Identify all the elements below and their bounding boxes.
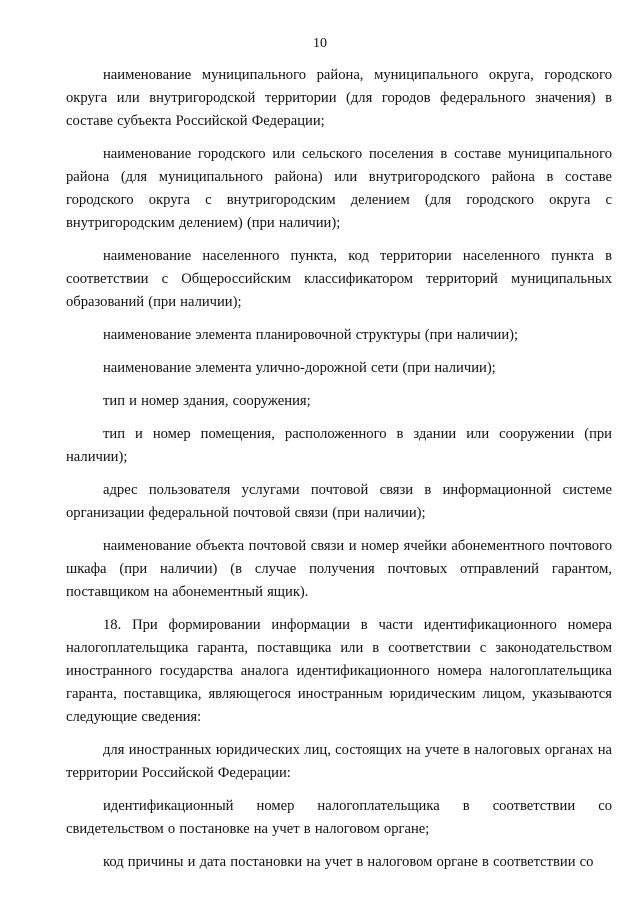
- paragraph-planning-element: наименование элемента планировочной структуры (при наличии);: [103, 327, 519, 343]
- paragraph-road-network-element: наименование элемента улично-дорожной сети (при наличии);: [103, 360, 496, 376]
- paragraph-taxpayer-number: идентификационный номер налогоплательщика в соответствии со свидетельством о постановке на учет в налоговом органе;: [66, 798, 612, 837]
- paragraph-building: тип и номер здания, сооружения;: [103, 393, 311, 409]
- paragraph-post-office-box: наименование объекта почтовой связи и номер ячейки абонементного почтового шкафа (при наличии) (в случае получения почтовых отправлений гарантом, поставщиком на абонементный ящик).: [66, 538, 612, 600]
- paragraph-premises: тип и номер помещения, расположенного в здании или сооружении (при наличии);: [66, 426, 612, 465]
- paragraph-settlement: наименование городского или сельского поселения в составе муниципального района (для муниципального района) или внутригородского района в составе городского округа с внутригородским делением (для городского округа с внутригородским делением) (при наличии);: [66, 146, 612, 231]
- paragraph-foreign-entities: для иностранных юридических лиц, состоящих на учете в налоговых органах на территории Российской Федерации:: [66, 742, 612, 781]
- paragraph-registration-code: код причины и дата постановки на учет в налоговом органе в соответствии со: [103, 854, 594, 870]
- page-number: 10: [313, 36, 327, 51]
- document-body: [66, 64, 612, 884]
- paragraph-locality: наименование населенного пункта, код территории населенного пункта в соответствии с Общероссийским классификатором территорий муниципальных образований (при наличии);: [66, 248, 612, 310]
- paragraph-section-18: 18. При формировании информации в части идентификационного номера налогоплательщика гаранта, поставщика или в соответствии с законодательством иностранного государства аналога идентификационного номера налогоплательщика гаранта, поставщика, являющегося иностранным юридическим лицом, указываются следующие сведения:: [66, 617, 612, 725]
- paragraph-postal-address: адрес пользователя услугами почтовой связи в информационной системе организации федеральной почтовой связи (при наличии);: [66, 482, 612, 521]
- paragraph-municipal-district: наименование муниципального района, муниципального округа, городского округа или внутригородской территории (для городов федерального значения) в составе субъекта Российской Федерации;: [66, 67, 612, 129]
